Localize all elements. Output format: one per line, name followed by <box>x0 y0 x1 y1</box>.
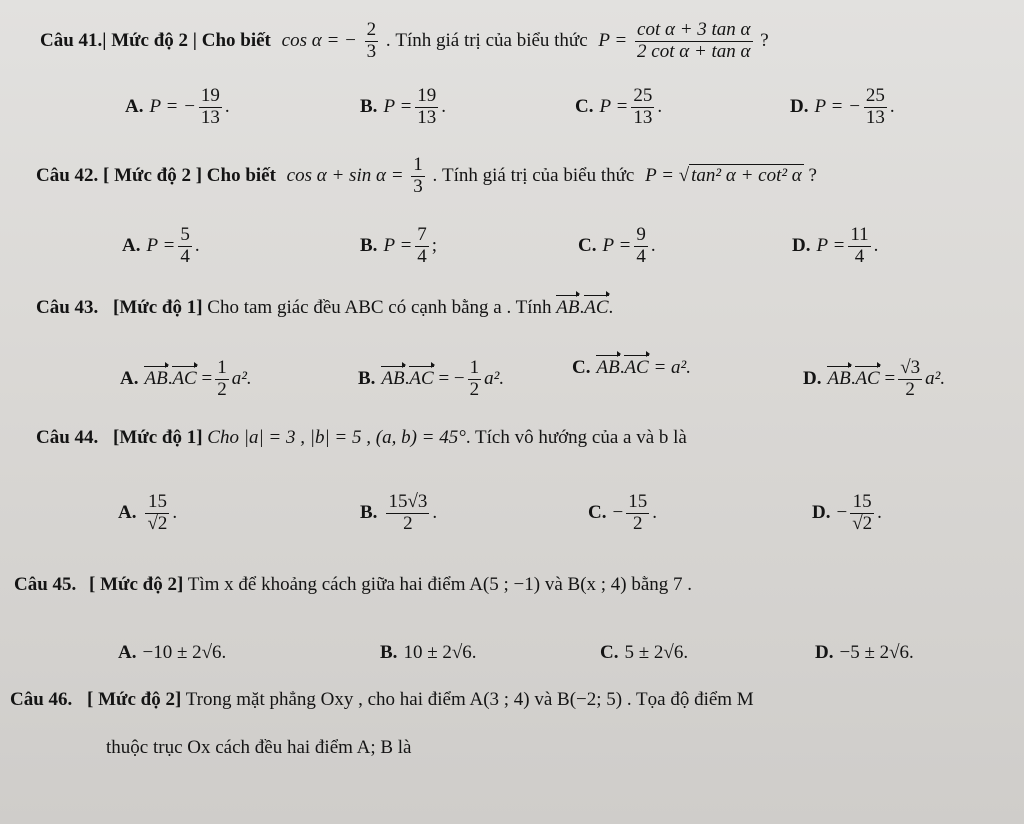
expr-num: cot α + 3 tan α <box>637 19 751 40</box>
option-post: . <box>657 95 663 117</box>
option-pre: P = <box>599 95 629 117</box>
vec-ab: AB <box>596 357 620 378</box>
vec-ac: AC <box>855 367 880 389</box>
frac-den: 2 <box>905 378 915 400</box>
q44-option-c[interactable] <box>588 492 657 535</box>
frac-den: 2 <box>217 378 227 400</box>
option-post: . <box>194 234 200 256</box>
frac-num: 25 <box>865 85 885 106</box>
question-42-given-frac <box>411 155 425 198</box>
option-label: A. <box>122 234 141 256</box>
question-45-text: Tìm x để khoảng cách giữa hai điểm A(5 ; −1) và B(x ; 4) bằng 7 . <box>187 574 693 595</box>
question-43-vec2: AC <box>584 297 609 318</box>
frac-num: 1 <box>217 357 227 378</box>
option-pre: P = <box>816 234 846 256</box>
frac-num: 15 <box>850 492 874 514</box>
q41-option-d[interactable] <box>790 86 895 129</box>
question-41-prompt: . Tính giá trị của biểu thức <box>385 29 588 51</box>
option-label: D. <box>792 234 811 256</box>
frac-num: 15 <box>628 491 648 512</box>
q42-option-c[interactable] <box>578 225 656 268</box>
question-44 <box>36 428 687 447</box>
question-41-given: cos α = − <box>281 29 357 51</box>
option-pre: = a². <box>653 357 692 378</box>
option-frac <box>145 492 169 535</box>
option-label: A. <box>118 642 137 663</box>
question-46-line2 <box>106 738 412 757</box>
frac-num: 5 <box>180 224 190 245</box>
option-pre: = − <box>438 367 465 389</box>
option-pre: P = − <box>149 95 196 117</box>
option-post: . <box>172 501 178 523</box>
q45-option-b[interactable] <box>380 643 477 662</box>
option-post: . <box>873 234 879 256</box>
option-post: . <box>650 234 656 256</box>
option-frac <box>468 358 482 401</box>
option-post: . <box>889 95 895 117</box>
option-frac <box>850 492 874 535</box>
q42-option-d[interactable] <box>792 225 878 268</box>
frac-den: 13 <box>633 106 653 128</box>
option-frac <box>178 225 192 268</box>
option-label: B. <box>360 234 378 256</box>
option-label: C. <box>588 501 607 523</box>
option-frac <box>415 225 429 268</box>
question-44-text2: . Tích vô hướng của a và b là <box>465 427 687 448</box>
frac-num: 1 <box>469 357 480 378</box>
q43-option-c[interactable]: C. AB.AC = a². <box>572 357 692 378</box>
expr-den: 2 cot α + tan α <box>637 40 751 62</box>
option-pre: = <box>201 367 213 389</box>
option-label: C. <box>600 642 619 663</box>
q42-option-b[interactable] <box>360 225 437 268</box>
question-43-level: [Mức độ 1] <box>113 297 203 318</box>
option-pre: P = − <box>814 95 861 117</box>
option-label: D. <box>812 501 831 523</box>
option-label: D. <box>803 367 822 389</box>
sqrt-icon: √ <box>678 164 690 186</box>
option-frac <box>199 86 222 129</box>
q42-option-a[interactable] <box>122 225 200 268</box>
option-label: A. <box>118 501 137 523</box>
question-43-vec1: AB <box>556 297 580 318</box>
q41-option-c[interactable] <box>575 86 662 129</box>
option-frac <box>848 225 870 268</box>
frac-den: 2 <box>469 378 480 400</box>
option-frac <box>631 86 654 129</box>
frac-den: 13 <box>865 106 885 128</box>
vec-ac: AC <box>624 357 649 378</box>
option-post: . <box>652 501 657 523</box>
question-43: Câu 43. [Mức độ 1] Cho tam giác đều ABC có cạnh bằng a . Tính AB.AC. <box>36 297 614 318</box>
q41-option-a[interactable] <box>125 86 230 129</box>
frac-den: √2 <box>147 512 168 534</box>
frac-num: √3 <box>900 357 921 378</box>
option-label: C. <box>572 357 591 378</box>
frac-den: 13 <box>417 106 437 128</box>
question-46-level: [ Mức độ 2] <box>87 689 182 710</box>
option-label: B. <box>358 367 376 389</box>
option-post: . <box>432 501 438 523</box>
option-post: . <box>441 95 447 117</box>
question-41-end: ? <box>760 29 769 51</box>
option-text: −5 ± 2√6. <box>839 642 914 663</box>
question-45-head: Câu 45. <box>14 574 77 595</box>
option-frac <box>898 358 922 401</box>
vec-ac: AC <box>172 367 197 389</box>
question-44-level: [Mức độ 1] <box>113 427 203 448</box>
question-42-head: Câu 42. [ Mức độ 2 ] Cho biết <box>36 164 276 186</box>
option-pre: P = <box>383 234 413 256</box>
question-42 <box>36 155 817 198</box>
q45-option-c[interactable] <box>600 643 688 662</box>
frac-den: 3 <box>366 40 377 62</box>
question-41-given-frac <box>365 20 379 63</box>
option-frac <box>864 86 887 129</box>
question-42-given: cos α + sin α = <box>286 164 404 186</box>
question-46-text2: thuộc trục Ox cách đều hai điểm A; B là <box>106 737 412 758</box>
vec-ab: AB <box>381 367 405 389</box>
q45-option-a[interactable] <box>118 643 226 662</box>
q45-option-d[interactable] <box>815 643 914 662</box>
frac-den: 3 <box>413 175 423 197</box>
option-frac <box>386 492 429 535</box>
frac-den: 13 <box>200 106 220 128</box>
option-post: a². <box>925 367 946 389</box>
option-pre: P = <box>383 95 413 117</box>
question-41-expression <box>635 20 753 63</box>
frac-num: 15√3 <box>388 491 428 512</box>
option-post: a². <box>231 367 252 389</box>
option-frac <box>634 225 648 268</box>
frac-num: 7 <box>417 224 427 245</box>
option-pre: P = <box>602 234 632 256</box>
q44-option-b[interactable] <box>360 492 437 535</box>
option-post: ; <box>431 234 438 256</box>
option-frac <box>626 492 649 535</box>
question-43-text: Cho tam giác đều ABC có cạnh bằng a . Tính <box>207 297 552 318</box>
q44-option-a[interactable] <box>118 492 177 535</box>
frac-den: 2 <box>403 512 413 534</box>
question-43-head: Câu 43. <box>36 297 99 318</box>
frac-den: √2 <box>852 512 873 534</box>
option-label: D. <box>790 95 809 117</box>
question-42-sqrt: tan² α + cot² α <box>691 164 802 186</box>
option-text: 5 ± 2√6. <box>624 642 689 663</box>
option-label: B. <box>380 642 398 663</box>
frac-num: 1 <box>413 154 423 175</box>
option-pre: = <box>884 367 896 389</box>
option-label: C. <box>575 95 594 117</box>
frac-num: 2 <box>366 19 377 40</box>
frac-num: 19 <box>417 85 437 106</box>
option-text: −10 ± 2√6. <box>142 642 227 663</box>
question-44-text1: Cho |a| = 3 , |b| = 5 , (a, b) = 45° <box>207 427 466 448</box>
option-text: 10 ± 2√6. <box>403 642 477 663</box>
question-41-p: P = <box>598 29 628 51</box>
option-post: . <box>877 501 882 523</box>
option-label: B. <box>360 501 378 523</box>
question-42-prompt: . Tính giá trị của biểu thức <box>432 164 635 186</box>
option-post: . <box>224 95 230 117</box>
question-45 <box>14 575 692 594</box>
question-42-end: ? <box>808 164 817 186</box>
option-label: D. <box>815 642 834 663</box>
question-43-end: . <box>608 297 614 318</box>
frac-num: 11 <box>850 224 869 245</box>
vec-ab: AB <box>827 367 851 389</box>
question-42-p: P = <box>645 164 674 186</box>
option-label: A. <box>120 367 139 389</box>
q43-option-d[interactable]: D. AB.AC = $\frac{√3}{2}$ a². <box>803 357 946 400</box>
option-pre: − <box>612 501 624 523</box>
option-pre: − <box>836 501 848 523</box>
question-45-level: [ Mức độ 2] <box>89 574 184 595</box>
question-46-text: Trong mặt phẳng Oxy , cho hai điểm A(3 ; 4) và B(−2; 5) . Tọa độ điểm M <box>185 689 754 710</box>
question-44-head: Câu 44. <box>36 427 99 448</box>
option-frac <box>415 86 438 129</box>
frac-num: 9 <box>636 224 646 245</box>
vec-ac: AC <box>409 367 434 389</box>
question-46-head: Câu 46. <box>10 689 73 710</box>
frac-num: 19 <box>200 85 220 106</box>
frac-num: 15 <box>145 492 169 514</box>
option-label: A. <box>125 95 144 117</box>
frac-den: 4 <box>636 245 646 267</box>
q43-option-a[interactable]: A. AB.AC = $\frac{1}{2}$ a². <box>120 357 252 400</box>
frac-den: 4 <box>417 245 427 267</box>
option-post: a². <box>484 367 505 389</box>
option-frac <box>215 358 229 401</box>
q44-option-d[interactable] <box>812 492 882 535</box>
q43-option-b[interactable]: B. AB.AC = − $\frac{1}{2}$ a². <box>358 357 505 400</box>
frac-den: 4 <box>854 245 865 267</box>
q41-option-b[interactable] <box>360 86 446 129</box>
option-label: B. <box>360 95 378 117</box>
frac-num: 25 <box>633 85 653 106</box>
option-pre: P = <box>146 234 176 256</box>
question-41 <box>40 20 769 63</box>
vec-ab: AB <box>144 367 168 389</box>
question-41-head: Câu 41.| Mức độ 2 | Cho biết <box>40 29 271 51</box>
frac-den: 4 <box>180 245 190 267</box>
question-46 <box>10 690 754 709</box>
frac-den: 2 <box>632 512 643 534</box>
option-label: C. <box>578 234 597 256</box>
